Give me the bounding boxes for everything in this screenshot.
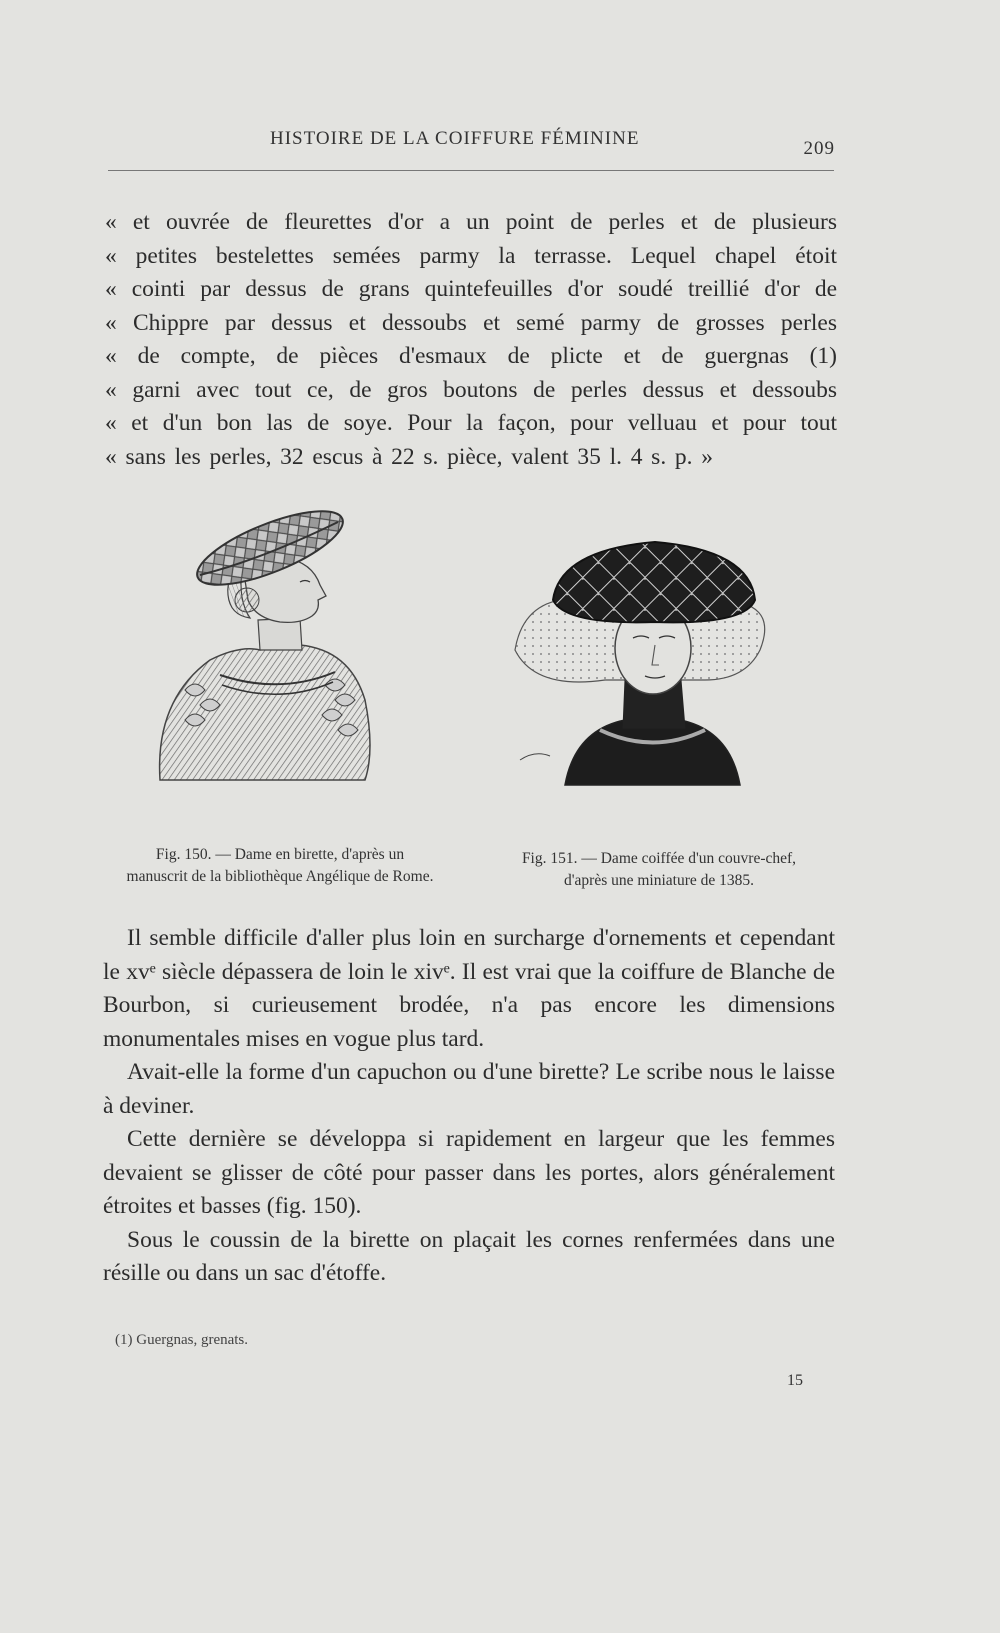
caption-line: d'après une miniature de 1385. [563,872,755,889]
caption-line: Fig. 150. — Dame en birette, d'après un [155,846,405,863]
body-text [103,922,835,1291]
quote-line: « et ouvrée de fleurettes d'or a un point de perles et de plusieurs [105,209,837,235]
figure-150-engraving [150,500,390,810]
paragraph: Sous le coussin de la birette on plaçait les cornes renfermées dans une résille ou dans un sac d'étoffe. [103,1226,835,1286]
quote-line: « de compte, de pièces d'esmaux de plicte et de guergnas (1) [105,343,837,369]
quote-line: « cointi par dessus de grans quintefeuilles d'or soudé treillié d'or de [105,276,837,302]
caption-line: manuscrit de la bibliothèque Angélique de Rome. [126,868,434,885]
quote-line: « Chippre par dessus et dessoubs et semé parmy de grosses perles [105,309,837,336]
header-rule [108,170,834,171]
quote-line: « sans les perles, 32 escus à 22 s. pièce, valent 35 l. 4 s. p. » [105,443,713,470]
figure-151-caption [494,848,824,892]
quoted-inventory-text [105,206,837,474]
paragraph: Avait-elle la forme d'un capuchon ou d'une birette? Le scribe nous le laisse à deviner. [103,1059,835,1119]
running-title: HISTOIRE DE LA COIFFURE FÉMININE [270,128,640,149]
signature-mark: 15 [787,1372,803,1389]
paragraph: Cette dernière se développa si rapidement en largeur que les femmes devaient se glisser de côté pour passer dans les portes, alors généralement étroites et basses (fig. 150). [103,1126,835,1219]
quote-line: « petites bestelettes semées parmy la terrasse. Lequel chapel étoit [105,242,837,269]
paragraph: Il semble difficile d'aller plus loin en surcharge d'ornements et cependant le xvᵉ siècle dépassera de loin le xivᵉ. Il est vrai que la coiffure de Blanche de Bourbon, si curieusement brodée, n'a pas encore les dimensions monumentales mises en vogue plus tard. [103,925,835,1052]
quote-line: « et d'un bon las de soye. Pour la façon, pour velluau et pour tout [105,410,837,436]
quote-line: « garni avec tout ce, de gros boutons de perles dessus et dessoubs [105,376,837,403]
figure-150-caption [100,844,460,888]
footnote: (1) Guergnas, grenats. [115,1332,249,1348]
caption-line: Fig. 151. — Dame coiffée d'un couvre-chef, [521,850,797,867]
page-number: 209 [803,138,835,159]
figure-151-engraving [505,530,805,800]
